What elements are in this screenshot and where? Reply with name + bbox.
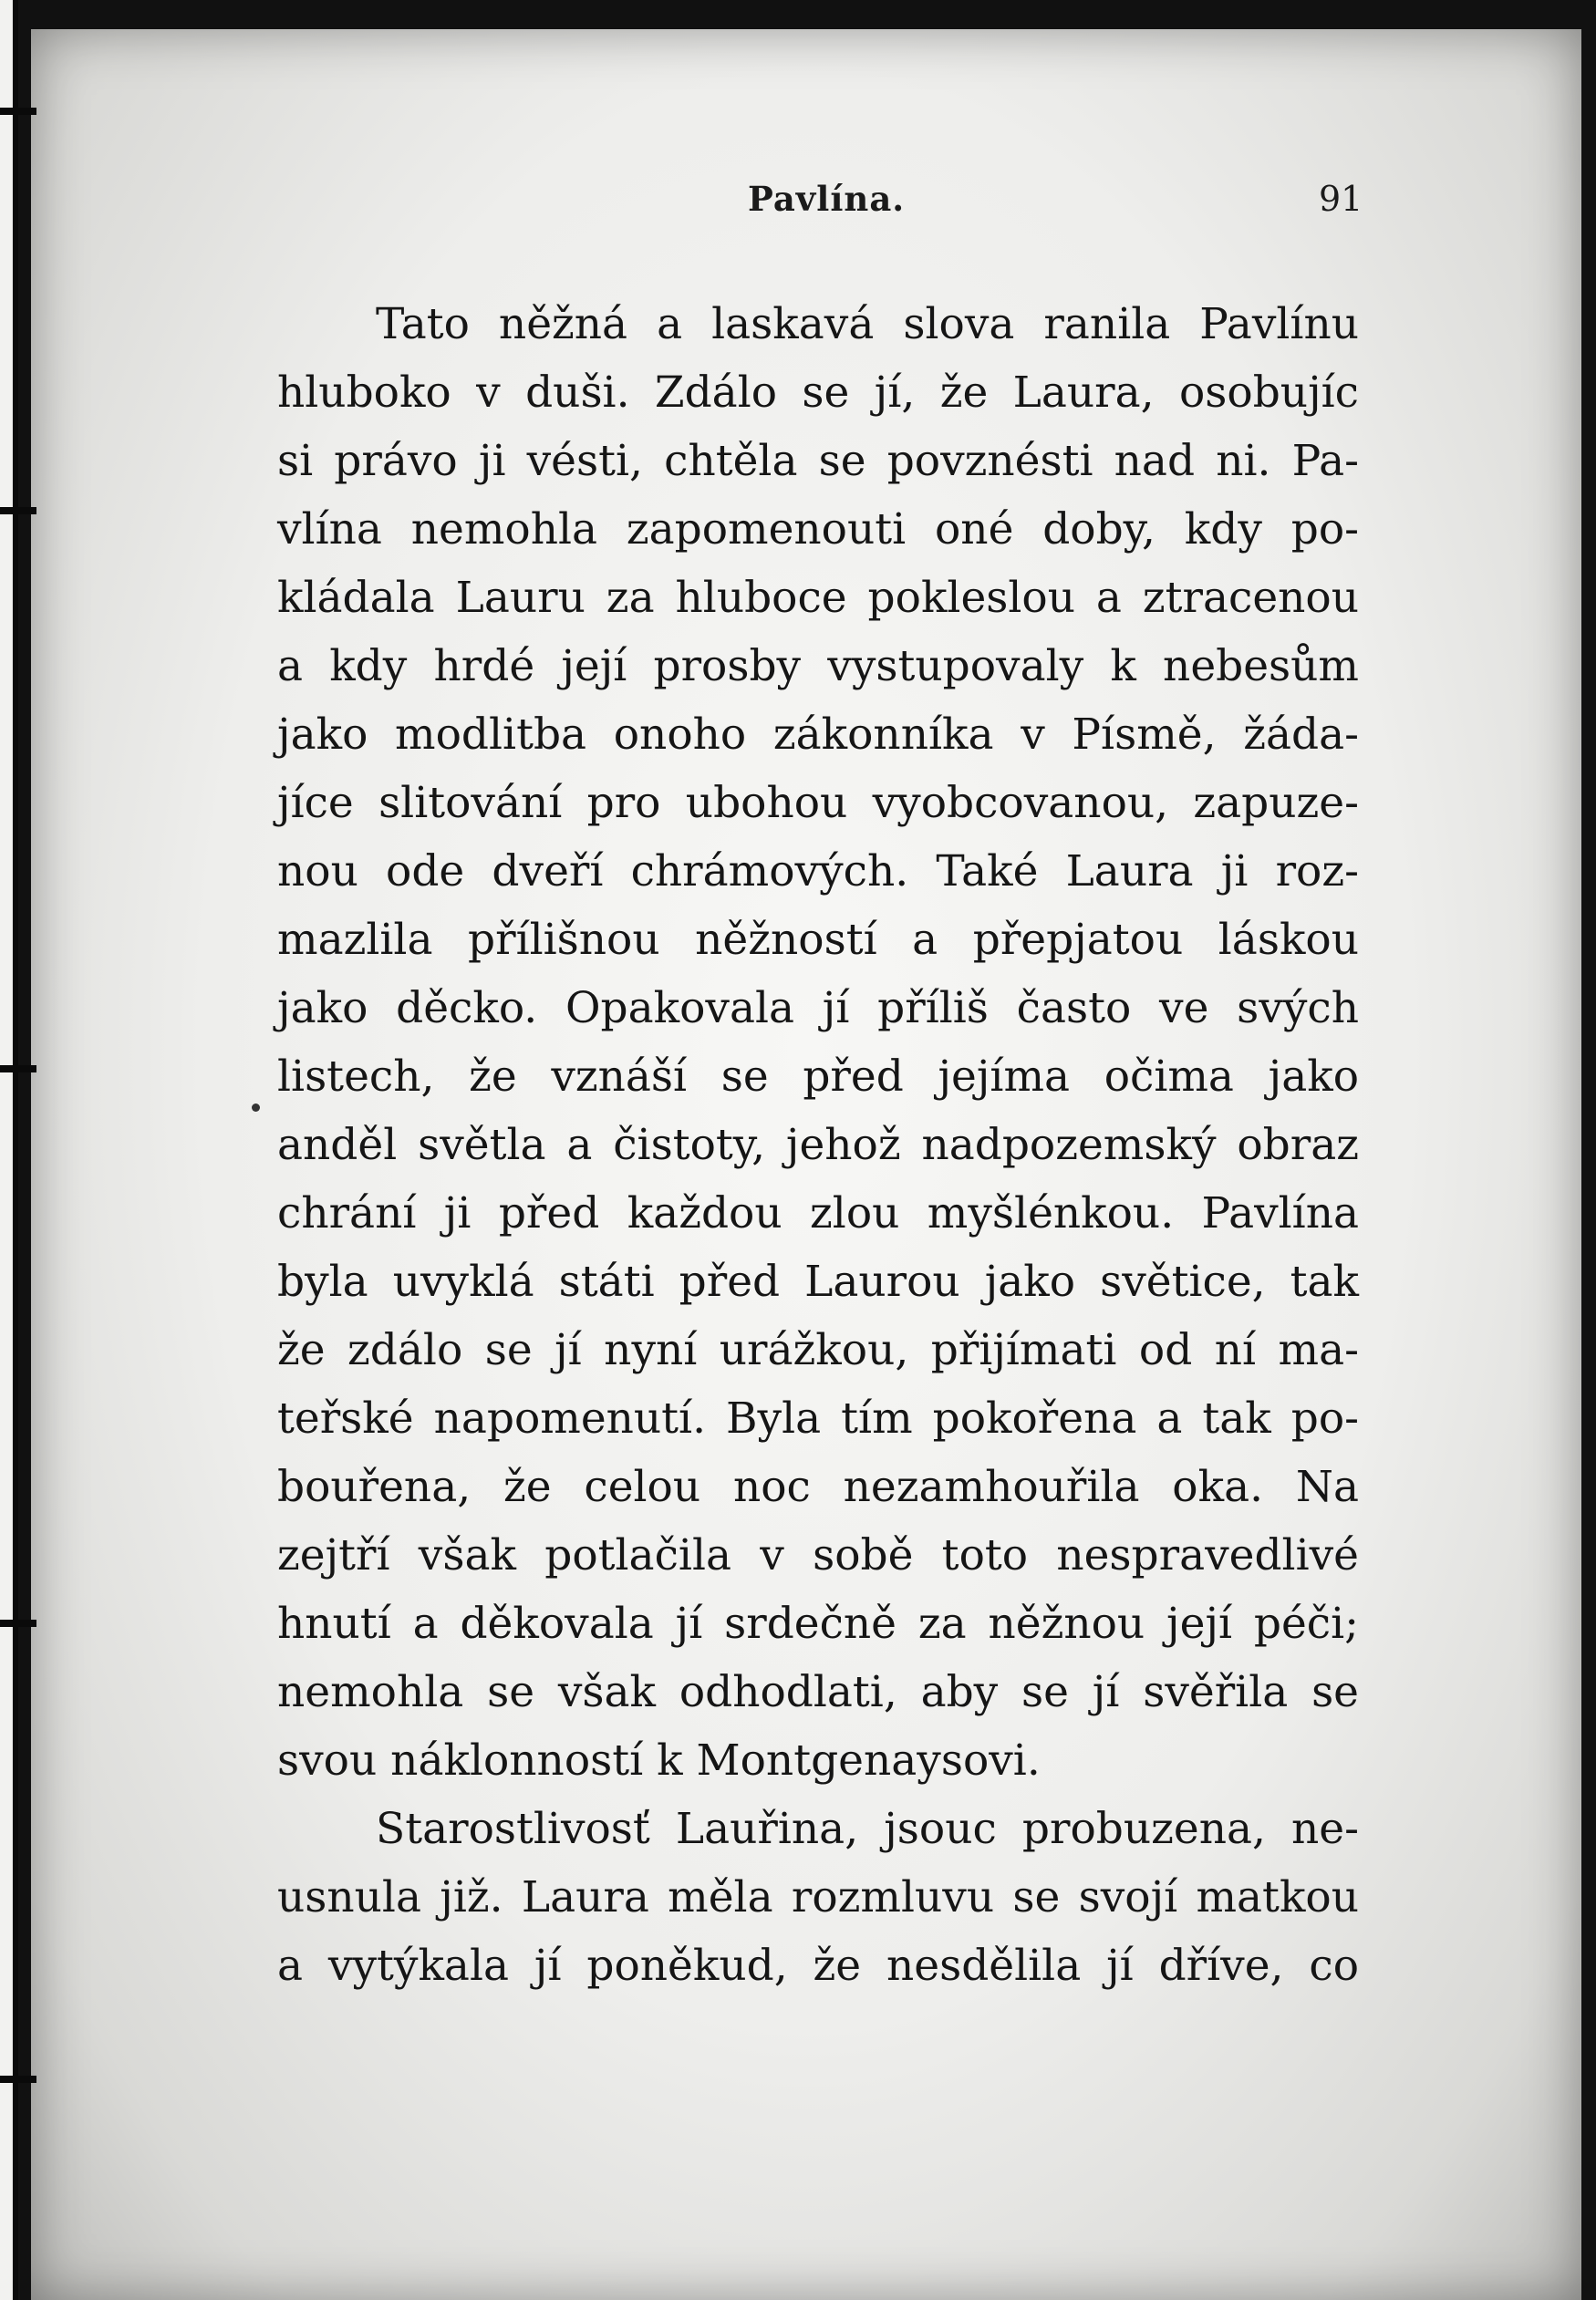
text-line: Tato něžná a laskavá slova ranila Pavlínu — [376, 299, 1359, 349]
text-line: jíce slitování pro ubohou vyobcovanou, zapuze- — [277, 778, 1359, 828]
spine-shadow-line — [13, 0, 18, 2300]
text-line: byla uvyklá státi před Laurou jako světice, tak — [277, 1257, 1359, 1307]
text-line: nou ode dveří chrámových. Také Laura ji roz- — [277, 846, 1359, 896]
page-number: 91 — [1319, 179, 1363, 219]
text-line: že zdálo se jí nyní urážkou, přijímati od ní ma- — [277, 1325, 1359, 1375]
text-line: usnula již. Laura měla rozmluvu se svojí matkou — [277, 1872, 1359, 1922]
text-line: anděl světla a čistoty, jehož nadpozemský obraz — [277, 1120, 1359, 1170]
text-line: listech, že vznáší se před jejíma očima jako — [277, 1052, 1359, 1102]
text-line: a kdy hrdé její prosby vystupovaly k nebesům — [277, 641, 1359, 691]
text-line: teřské napomenutí. Byla tím pokořena a tak po- — [277, 1393, 1359, 1444]
text-line: jako modlitba onoho zákonníka v Písmě, žáda- — [277, 710, 1359, 760]
running-head-title: Pavlína. — [748, 179, 906, 219]
text-line: chrání ji před každou zlou myšlénkou. Pavlína — [277, 1188, 1359, 1238]
text-line: kládala Lauru za hluboce pokleslou a ztracenou — [277, 573, 1359, 623]
binding-mark — [0, 1620, 36, 1627]
text-line: jako děcko. Opakovala jí příliš často ve svých — [277, 983, 1359, 1033]
body-text — [277, 290, 1359, 2000]
text-line: si právo ji vésti, chtěla se povznésti nad ni. Pa- — [277, 436, 1359, 486]
text-line: mazlila přílišnou něžností a přepjatou láskou — [277, 915, 1359, 965]
binding-mark — [0, 507, 36, 514]
running-head — [0, 179, 1596, 233]
text-line: svou náklonností k Montgenaysovi. — [277, 1735, 1041, 1786]
ink-speck — [252, 1103, 260, 1112]
text-line: bouřena, že celou noc nezamhouřila oka. Na — [277, 1462, 1359, 1512]
binding-mark — [0, 108, 36, 115]
text-line: hnutí a děkovala jí srdečně za něžnou její péči; — [277, 1599, 1359, 1649]
text-line: nemohla se však odhodlati, aby se jí svěřila se — [277, 1667, 1359, 1717]
binding-mark — [0, 1065, 36, 1072]
text-line: zejtří však potlačila v sobě toto nespravedlivé — [277, 1530, 1359, 1580]
text-line: hluboko v duši. Zdálo se jí, že Laura, osobujíc — [277, 368, 1359, 418]
text-line: vlína nemohla zapomenouti oné doby, kdy po- — [277, 504, 1359, 554]
text-line: Starostlivosť Lauřina, jsouc probuzena, ne- — [376, 1804, 1359, 1854]
binding-mark — [0, 2076, 36, 2083]
text-line: a vytýkala jí poněkud, že nesdělila jí dříve, co — [277, 1941, 1359, 1991]
